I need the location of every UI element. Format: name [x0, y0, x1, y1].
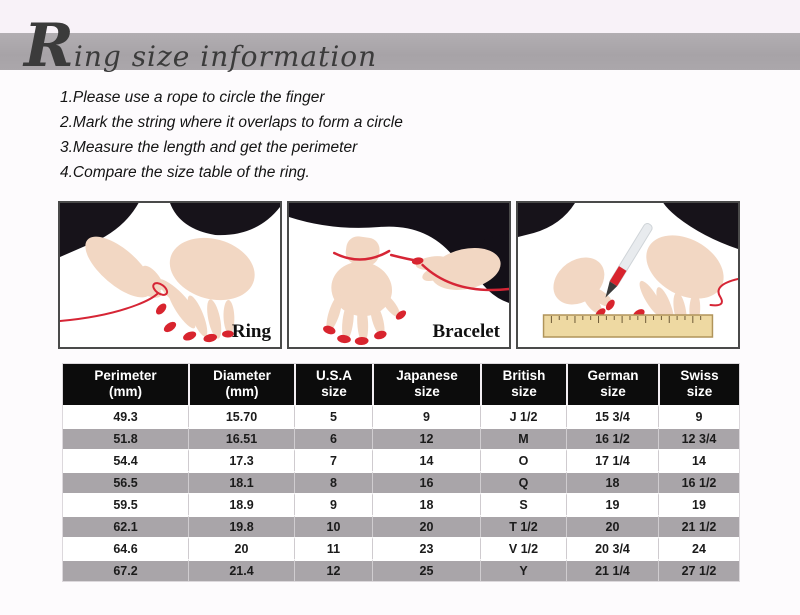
page-title-rest: ing size information	[73, 40, 378, 73]
table-row	[63, 405, 739, 427]
col-header-swiss-size: Swiss size	[658, 364, 739, 405]
photo-bracelet-label: Bracelet	[432, 321, 500, 342]
table-cell: 9	[658, 405, 739, 427]
col-header-diameter: Diameter (mm)	[188, 364, 294, 405]
page-top-strip	[0, 0, 800, 33]
table-cell: 7	[294, 449, 372, 471]
col-header-perimeter: Perimeter (mm)	[63, 364, 188, 405]
ring-size-table	[62, 363, 740, 582]
table-cell: S	[480, 493, 566, 515]
table-cell: J 1/2	[480, 405, 566, 427]
size-table-header	[63, 364, 739, 405]
table-cell: 21 1/2	[658, 515, 739, 537]
table-cell: 19.8	[188, 515, 294, 537]
table-cell: 16.51	[188, 427, 294, 449]
table-cell: 21 1/4	[566, 559, 658, 581]
table-cell: 15 3/4	[566, 405, 658, 427]
table-cell: Y	[480, 559, 566, 581]
table-cell: 18	[566, 471, 658, 493]
table-cell: 25	[372, 559, 480, 581]
instruction-step-1: 1.Please use a rope to circle the finger	[60, 89, 325, 106]
table-cell: 17.3	[188, 449, 294, 471]
table-cell: 20	[188, 537, 294, 559]
table-cell: 15.70	[188, 405, 294, 427]
table-cell: 21.4	[188, 559, 294, 581]
photo-row	[58, 201, 800, 349]
table-cell: 27 1/2	[658, 559, 739, 581]
instructions-list	[60, 90, 800, 181]
table-cell: 14	[372, 449, 480, 471]
col-header-german-size: German size	[566, 364, 658, 405]
table-cell: 56.5	[63, 471, 188, 493]
photo-ring	[58, 201, 282, 349]
table-cell: 18.1	[188, 471, 294, 493]
table-cell: 54.4	[63, 449, 188, 471]
table-cell: 16 1/2	[566, 427, 658, 449]
table-cell: Q	[480, 471, 566, 493]
table-cell: 24	[658, 537, 739, 559]
sleeves	[518, 203, 738, 249]
title-banner	[0, 11, 800, 81]
table-cell: 49.3	[63, 405, 188, 427]
measuring-string	[60, 281, 169, 321]
table-cell: 12	[294, 559, 372, 581]
col-header-british-size: British size	[480, 364, 566, 405]
table-row	[63, 493, 739, 515]
table-cell: O	[480, 449, 566, 471]
table-cell: 18	[372, 493, 480, 515]
table-row	[63, 559, 739, 581]
table-row	[63, 471, 739, 493]
table-cell: M	[480, 427, 566, 449]
table-cell: 18.9	[188, 493, 294, 515]
table-row	[63, 515, 739, 537]
photo-ring-label: Ring	[231, 321, 271, 342]
table-cell: 59.5	[63, 493, 188, 515]
size-table-body	[63, 405, 739, 581]
table-row	[63, 537, 739, 559]
table-cell: 64.6	[63, 537, 188, 559]
table-cell: T 1/2	[480, 515, 566, 537]
table-cell: 16 1/2	[658, 471, 739, 493]
col-header-japanese-size: Japanese size	[372, 364, 480, 405]
table-cell: 8	[294, 471, 372, 493]
table-cell: 14	[658, 449, 739, 471]
table-cell: 9	[294, 493, 372, 515]
table-cell: 20	[372, 515, 480, 537]
page-title	[24, 11, 378, 81]
table-cell: 6	[294, 427, 372, 449]
photo-measure-illustration	[518, 203, 738, 347]
ruler	[544, 315, 713, 337]
table-cell: V 1/2	[480, 537, 566, 559]
table-cell: 19	[658, 493, 739, 515]
table-cell: 12 3/4	[658, 427, 739, 449]
table-cell: 10	[294, 515, 372, 537]
table-cell: 11	[294, 537, 372, 559]
table-cell: 20 3/4	[566, 537, 658, 559]
table-row	[63, 427, 739, 449]
table-row	[63, 449, 739, 471]
table-cell: 23	[372, 537, 480, 559]
page-title-initial: R	[24, 11, 74, 81]
table-cell: 62.1	[63, 515, 188, 537]
photo-bracelet	[287, 201, 511, 349]
table-cell: 5	[294, 405, 372, 427]
instruction-step-2: 2.Mark the string where it overlaps to form a circle	[60, 114, 403, 131]
instruction-step-4: 4.Compare the size table of the ring.	[60, 164, 310, 181]
table-cell: 16	[372, 471, 480, 493]
col-header-usa-size: U.S.A size	[294, 364, 372, 405]
instruction-step-3: 3.Measure the length and get the perimeter	[60, 139, 358, 156]
table-cell: 12	[372, 427, 480, 449]
photo-measure	[516, 201, 740, 349]
table-cell: 67.2	[63, 559, 188, 581]
table-cell: 20	[566, 515, 658, 537]
table-cell: 17 1/4	[566, 449, 658, 471]
table-cell: 51.8	[63, 427, 188, 449]
table-cell: 19	[566, 493, 658, 515]
table-cell: 9	[372, 405, 480, 427]
